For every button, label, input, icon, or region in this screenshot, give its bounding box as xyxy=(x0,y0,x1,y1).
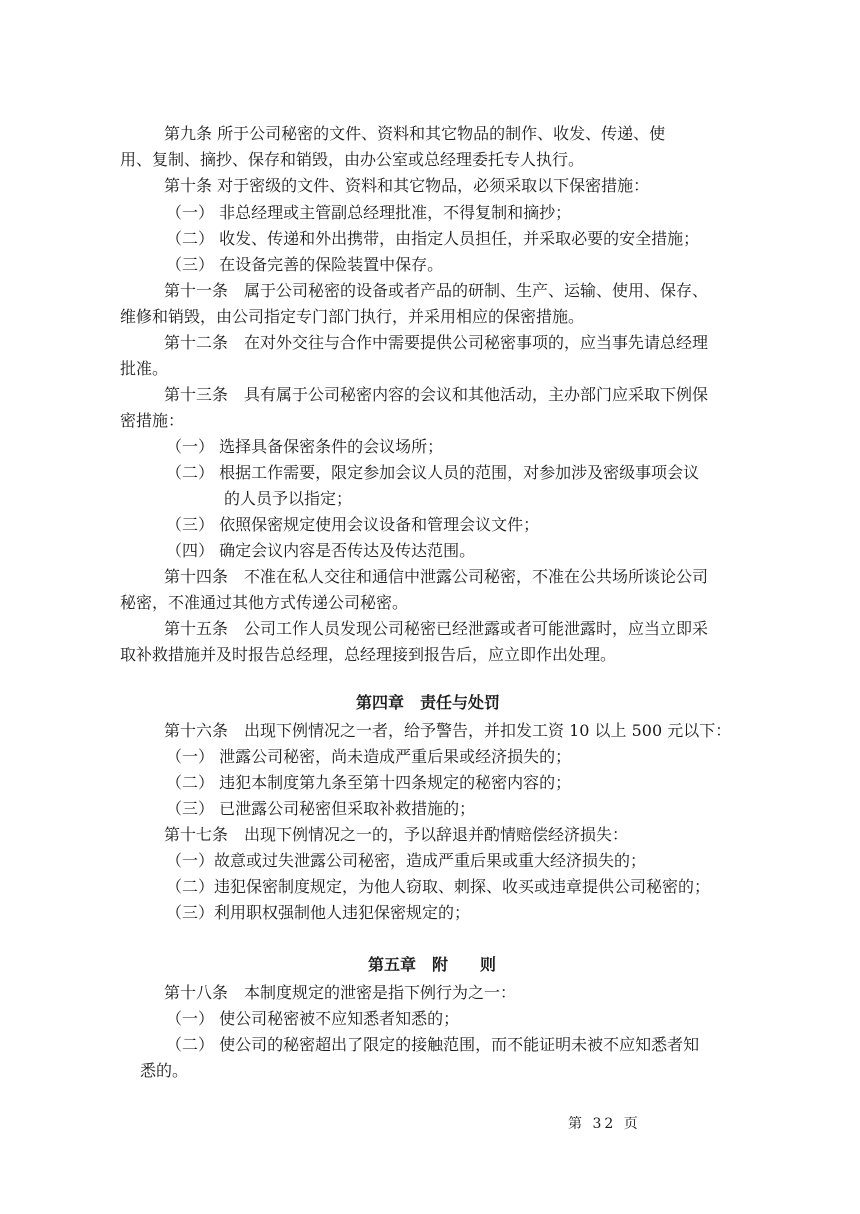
article-10-item-1: （一） 非总经理或主管副总经理批准，不得复制和摘抄； xyxy=(166,203,572,222)
article-13-item-1: （一） 选择具备保密条件的会议场所； xyxy=(166,437,444,456)
article-13-line-1: 第十三条 具有属于公司秘密内容的会议和其他活动，主办部门应采取下例保 xyxy=(164,385,709,404)
chapter-4-heading: 第四章 责任与处罚 xyxy=(356,693,501,712)
article-9-line-2: 用、复制、摘抄、保存和销毁，由办公室或总经理委托专人执行。 xyxy=(120,150,585,169)
article-13-line-2: 密措施： xyxy=(120,411,185,430)
chapter-5-heading: 第五章 附 则 xyxy=(368,955,497,974)
article-17-item-1: （一）故意或过失泄露公司秘密，造成严重后果或重大经济损失的； xyxy=(166,851,647,870)
article-14-line-2: 秘密，不准通过其他方式传递公司秘密。 xyxy=(120,593,409,612)
article-17-item-3: （三）利用职权强制他人违犯保密规定的； xyxy=(166,903,471,922)
article-13-item-2-line-1: （二） 根据工作需要，限定参加会议人员的范围，对参加涉及密级事项会议 xyxy=(166,463,700,482)
article-12-line-2: 批准。 xyxy=(120,359,169,378)
article-18-item-2-line-2: 悉的。 xyxy=(140,1061,189,1080)
article-11-line-1: 第十一条 属于公司秘密的设备或者产品的研制、生产、运输、使用、保存、 xyxy=(164,281,709,300)
article-13-item-3: （三） 依照保密规定使用会议设备和管理会议文件； xyxy=(166,515,540,534)
article-13-item-2-line-2: 的人员予以指定； xyxy=(224,489,353,508)
article-15-line-2: 取补救措施并及时报告总经理，总经理接到报告后，应立即作出处理。 xyxy=(120,645,617,664)
article-9-line-1: 第九条 所于公司秘密的文件、资料和其它物品的制作、收发、传递、使 xyxy=(164,124,666,143)
article-11-line-2: 维修和销毁，由公司指定专门部门执行，并采用相应的保密措施。 xyxy=(120,307,585,326)
article-17-item-2: （二）违犯保密制度规定，为他人窃取、刺探、收买或违章提供公司秘密的； xyxy=(166,877,711,896)
article-17: 第十七条 出现下例情况之一的，予以辞退并酌情赔偿经济损失： xyxy=(164,825,629,844)
article-10-item-3: （三） 在设备完善的保险装置中保存。 xyxy=(166,255,444,274)
article-13-item-4: （四） 确定会议内容是否传达及传达范围。 xyxy=(166,541,476,560)
article-18-item-1: （一） 使公司秘密被不应知悉者知悉的； xyxy=(166,1009,460,1028)
article-15-line-1: 第十五条 公司工作人员发现公司秘密已经泄露或者可能泄露时，应当立即采 xyxy=(164,619,709,638)
article-18: 第十八条 本制度规定的泄密是指下例行为之一： xyxy=(164,983,517,1002)
article-16-item-2: （二） 违犯本制度第九条至第十四条规定的秘密内容的； xyxy=(166,773,572,792)
article-10: 第十条 对于密级的文件、资料和其它物品，必须采取以下保密措施： xyxy=(164,176,650,195)
article-16-item-1: （一） 泄露公司秘密，尚未造成严重后果或经济损失的； xyxy=(166,747,572,766)
article-16: 第十六条 出现下例情况之一者，给予警告，并扣发工资 10 以上 500 元以下： xyxy=(164,721,732,740)
article-14-line-1: 第十四条 不准在私人交往和通信中泄露公司秘密，不准在公共场所谈论公司 xyxy=(164,567,709,586)
article-18-item-2-line-1: （二） 使公司的秘密超出了限定的接触范围，而不能证明未被不应知悉者知 xyxy=(166,1035,700,1054)
article-12-line-1: 第十二条 在对外交往与合作中需要提供公司秘密事项的，应当事先请总经理 xyxy=(164,333,709,352)
page-number: 第 32 页 xyxy=(568,1116,641,1132)
article-16-item-3: （三） 已泄露公司秘密但采取补救措施的； xyxy=(166,799,476,818)
article-10-item-2: （二） 收发、传递和外出携带，由指定人员担任，并采取必要的安全措施； xyxy=(166,229,700,248)
